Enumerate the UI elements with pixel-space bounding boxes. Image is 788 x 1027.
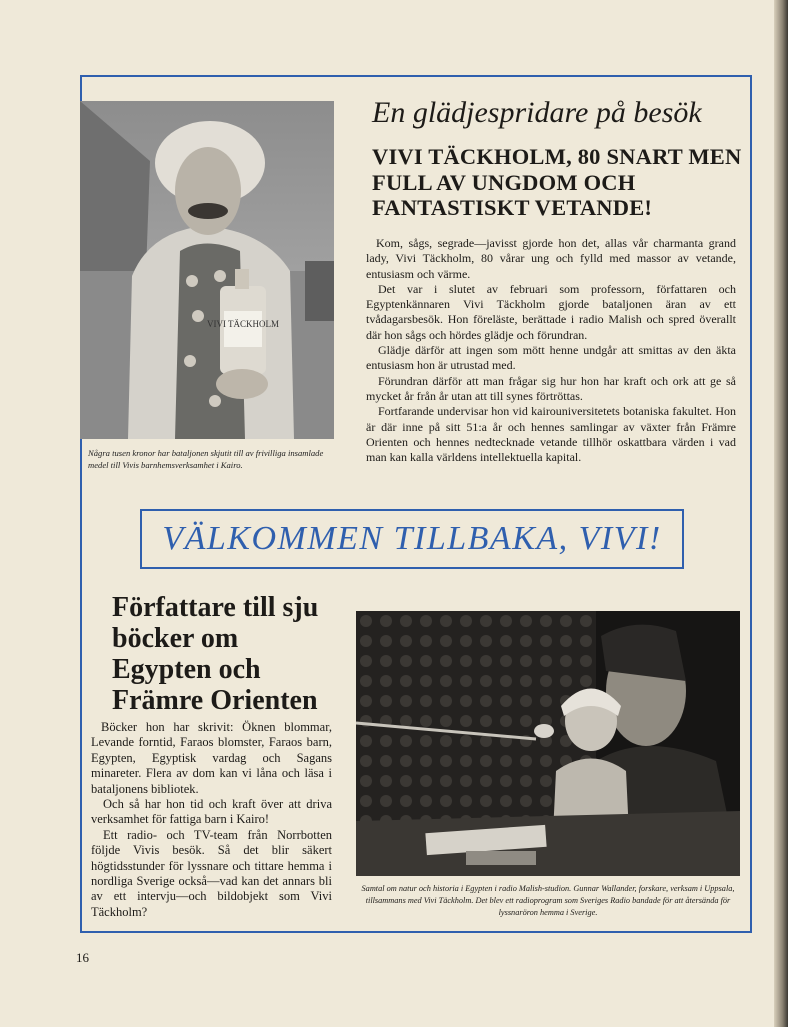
paragraph: Glädje därför att ingen som mött henne undgår att smittas av den äkta entusiasm hon är utrustad med. [366, 343, 736, 373]
page-number: 16 [76, 950, 89, 965]
paragraph: Kom, sågs, segrade—javisst gjorde hon det, allas vår charmanta grand lady, Vivi Täckholm, 80 vårar ung och fylld med massor av vetande, entusiasm och värme. [366, 236, 736, 281]
paragraph: Det var i slutet av februari som professorn, författaren och Egyptenkännaren Vivi Täckholm gjorde bataljonen äran av ett tvådagarsbesök. Hon föreläste, berättade i radio Malish och spred överallt där hon sågs och hördes glädje och förundran. [366, 281, 736, 342]
welcome-banner [140, 509, 684, 569]
paragraph: Böcker hon har skrivit: Öknen blommar, Levande forntid, Faraos blomster, Faraos barn, Egypten, Egyptisk vardag och Sagans minareter. Flera av dom kan vi låna och läsa i bataljonens bibliotek. [91, 720, 332, 796]
article-kicker: En glädjespridare på besök [372, 96, 702, 129]
paragraph: Fortfarande undervisar hon vid kairouniversitetets botaniska fakultet. Hon är där inne på sitt 51:a år och hennes samlingar av växter från Främre Orienten och hennes nedtecknade vetande tillhör oskattbara värden i vad man kan kalla världens intellektuella kapital. [366, 404, 736, 465]
paragraph: Och så har hon tid och kraft över att driva verksamhet för fattiga barn i Kairo! [91, 797, 332, 827]
bottle-label: VIVI TÄCKHOLM [206, 319, 280, 329]
article-headline: VIVI TÄCKHOLM, 80 SNART MEN FULL AV UNGDOM OCH FANTASTISKT VETANDE! [372, 144, 742, 220]
photo-vivi-with-bottle [80, 101, 334, 439]
book-spine-shadow [774, 0, 788, 1027]
section-body [91, 720, 332, 920]
article-body [366, 236, 736, 465]
photo1-caption: Några tusen kronor har bataljonen skjutit till av frivilliga insamlade medel till Vivis barnhemsverksamhet i Kairo. [88, 448, 324, 470]
photo-radio-studio [356, 611, 740, 876]
paragraph: Förundran därför att man frågar sig hur hon har kraft och ork att ge så mycket år från år utan att till synes förtröttas. [366, 373, 736, 403]
paragraph: Ett radio- och TV-team från Norrbotten följde Vivis besök. Så det blir säkert högtidsstunder för lyssnare och tittare hemma i nordliga Sverige också—vad kan det annars bli av ett intervju—och bildobjekt som Vivi Täckholm? [91, 827, 332, 919]
welcome-banner-text: VÄLKOMMEN TILLBAKA, VIVI! [162, 520, 662, 557]
section-title: Författare till sju böcker om Egypten och Främre Orienten [112, 592, 319, 716]
photo2-caption: Samtal om natur och historia i Egypten i radio Malish-studion. Gunnar Wallander, forskare, verksam i Uppsala, tillsammans med Vivi Täckholm. Det blev ett radioprogram som Sveriges Radio bandade för att återsända för lyssnaröron hemma i Sverige. [361, 884, 735, 917]
